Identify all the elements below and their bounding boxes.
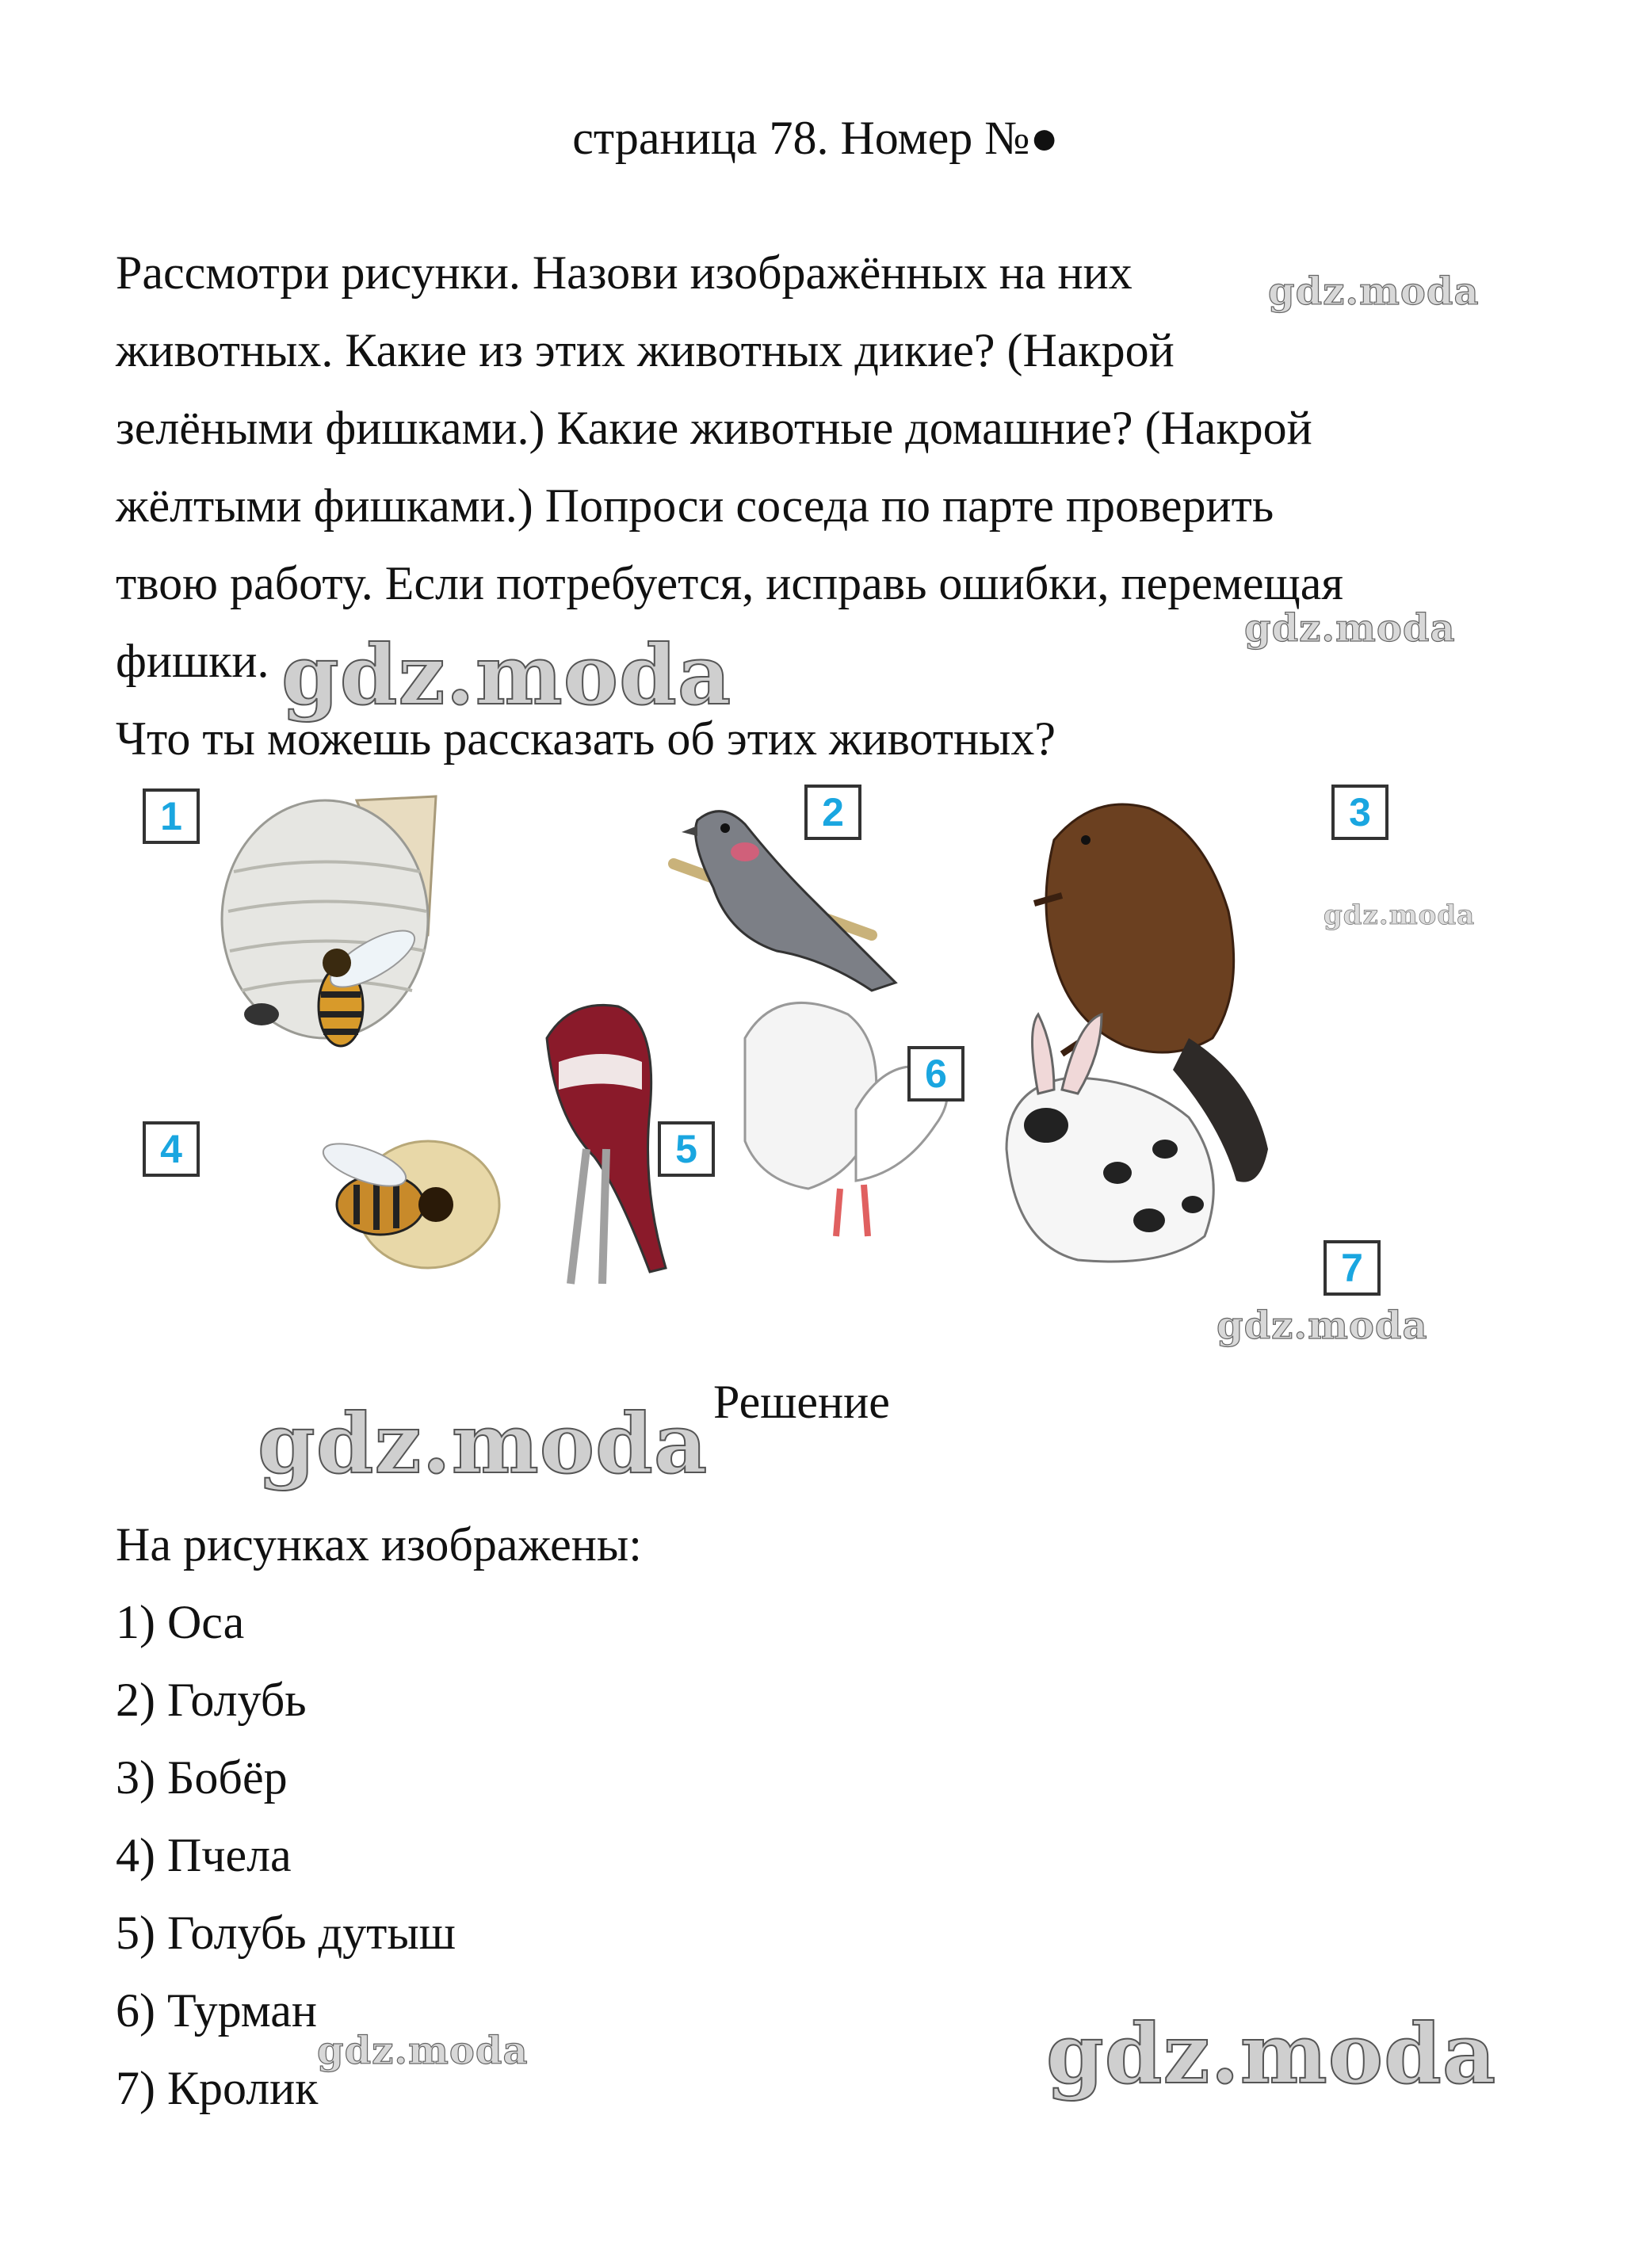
figure-label: 6 — [907, 1046, 964, 1102]
task-line: животных. Какие из этих животных дикие? (Накрой — [116, 324, 1175, 376]
task-line: жёлтыми фишками.) Попроси соседа по парте проверить — [116, 479, 1274, 532]
page-title: страница 78. Номер №● — [572, 112, 1059, 164]
task-line: Рассмотри рисунки. Назови изображённых на них — [116, 246, 1133, 299]
task-line: Что ты можешь рассказать об этих животных? — [116, 712, 1056, 765]
figure-label: 7 — [1324, 1240, 1381, 1296]
watermark: gdz.moda — [1268, 269, 1480, 314]
task-line: твою работу. Если потребуется, исправь ошибки, перемещая — [116, 557, 1343, 609]
task-line: зелёными фишками.) Какие животные домашние? (Накрой — [116, 402, 1312, 454]
animals-figure — [160, 777, 1395, 1308]
watermark: gdz.moda — [1046, 2005, 1497, 2102]
list-item: 3) Бобёр — [116, 1751, 288, 1804]
watermark: gdz.moda — [1244, 606, 1456, 651]
figure-label: 1 — [143, 788, 200, 844]
wasp-nest-illustration — [222, 796, 436, 1046]
solution-heading: Решение — [713, 1376, 890, 1428]
task-line: фишки. — [116, 635, 269, 687]
watermark: gdz.moda — [281, 626, 732, 724]
watermark: gdz.moda — [1217, 1304, 1428, 1348]
solution-intro: На рисунках изображены: — [116, 1518, 642, 1571]
list-item: 6) Турман — [116, 1984, 318, 2037]
animals-illustration — [174, 777, 1395, 1308]
list-item: 4) Пчела — [116, 1829, 292, 1881]
list-item: 7) Кролик — [116, 2062, 319, 2114]
watermark: gdz.moda — [317, 2029, 529, 2073]
pouter-pigeon-illustration — [547, 1005, 666, 1284]
list-item: 5) Голубь дутыш — [116, 1907, 456, 1959]
figure-label: 3 — [1331, 785, 1388, 840]
bee-illustration — [318, 1135, 499, 1268]
list-item: 1) Оса — [116, 1596, 245, 1648]
watermark: gdz.moda — [1324, 899, 1476, 931]
pigeon-illustration — [674, 811, 896, 991]
fantail-pigeon-illustration — [745, 1002, 947, 1236]
figure-label: 4 — [143, 1121, 200, 1177]
figure-label: 5 — [658, 1121, 715, 1177]
watermark: gdz.moda — [258, 1395, 709, 1492]
figure-label: 2 — [804, 785, 861, 840]
list-item: 2) Голубь — [116, 1674, 307, 1726]
